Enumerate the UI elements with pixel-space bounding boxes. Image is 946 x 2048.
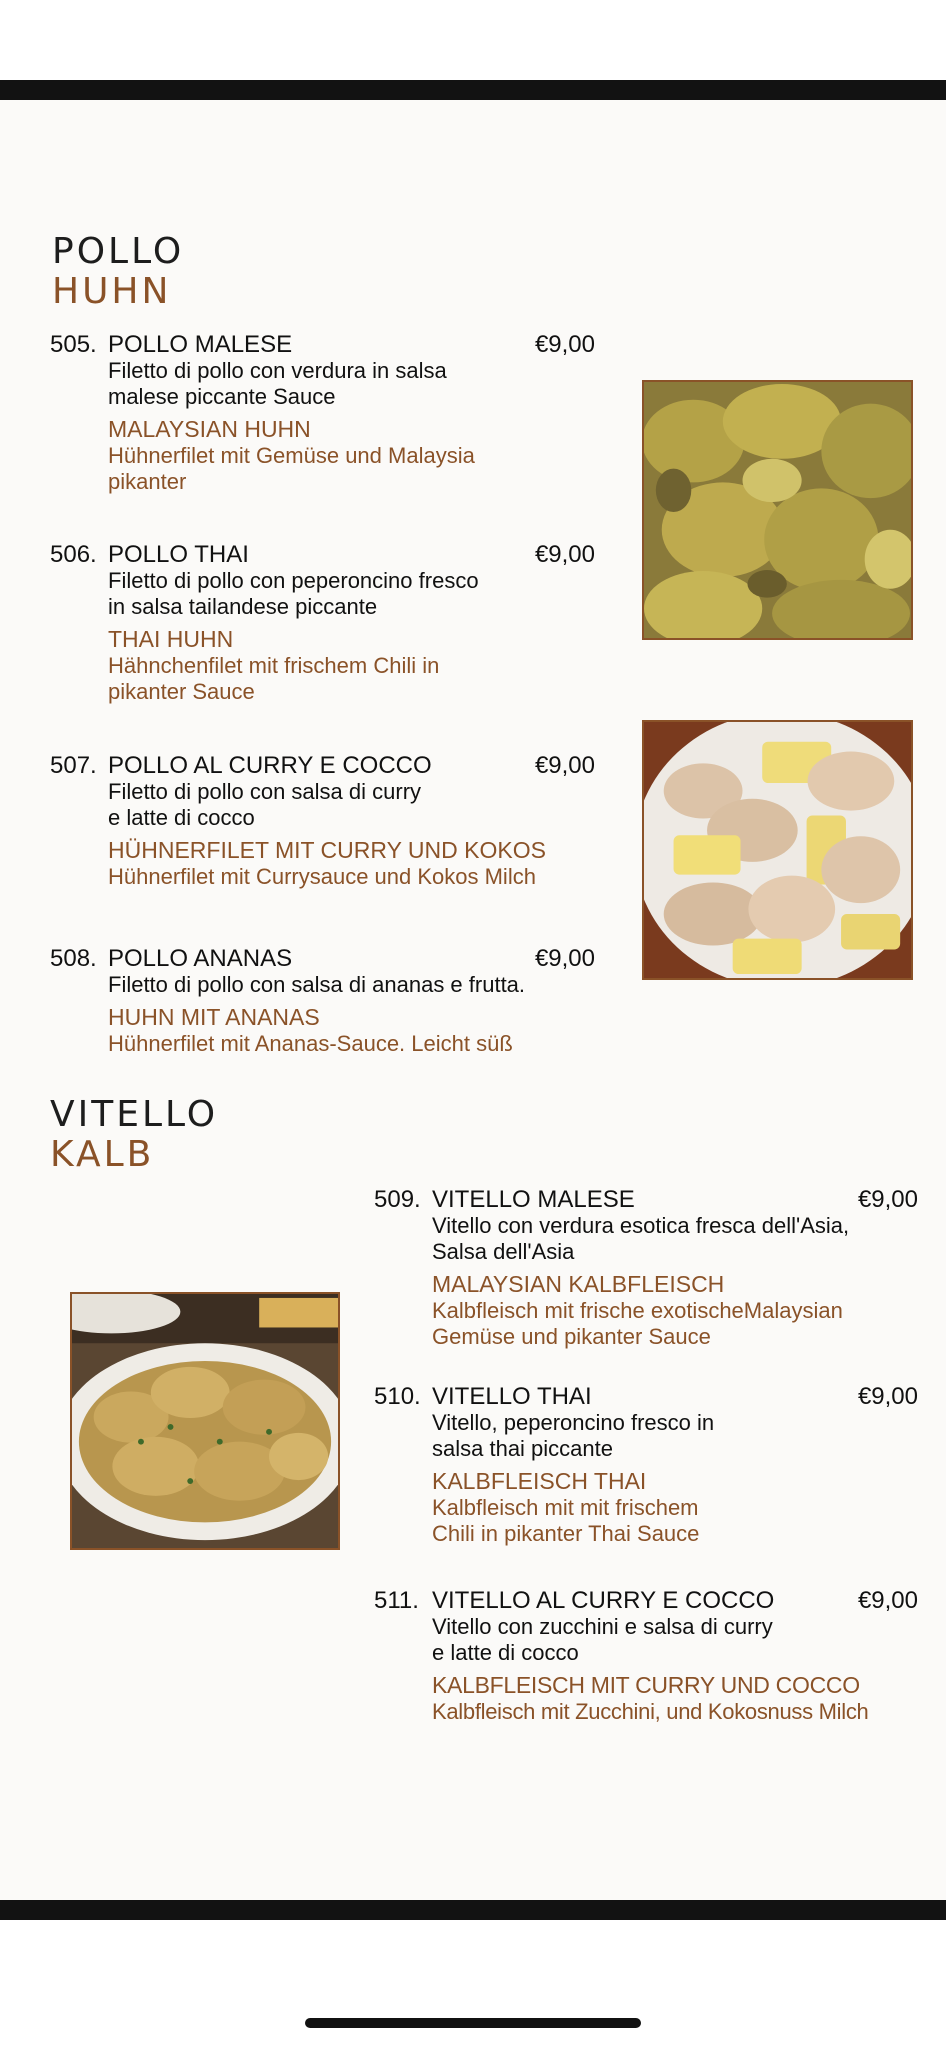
item-german-description: Kalbfleisch mit mit frischem [432,1495,699,1520]
item-name: POLLO MALESE [108,331,293,358]
item-german-description: Hähnchenfilet mit frischem Chili in [108,653,440,678]
item-description: malese piccante Sauce [108,384,336,409]
item-name: VITELLO THAI [432,1383,592,1410]
section-title-de: HUHN [52,271,172,312]
section-title-pollo [52,232,184,312]
item-name: VITELLO MALESE [432,1186,635,1213]
item-description: Filetto di pollo con peperoncino fresco [108,568,479,593]
item-price: €9,00 [857,1186,918,1213]
item-german-description: Hühnerfilet mit Gemüse und Malaysia [108,443,475,468]
section-title-vitello [50,1095,218,1175]
section-title-it: POLLO [52,231,185,272]
item-description: in salsa tailandese piccante [108,594,378,619]
section-title-it: VITELLO [50,1094,219,1135]
item-name: POLLO THAI [108,541,249,568]
menu-item-505[interactable] [50,332,595,495]
item-german-description: Hühnerfilet mit Currysauce und Kokos Milch [108,864,536,889]
item-german-description: pikanter Sauce [108,679,255,704]
section-title-de: KALB [50,1134,155,1175]
item-description: e latte di cocco [108,805,255,830]
item-description: Vitello con verdura esotica fresca dell'Asia, [432,1213,850,1238]
item-description: Filetto di pollo con verdura in salsa [108,358,447,383]
item-number: 507. [50,752,97,779]
menu-page [0,100,946,1900]
menu-item-506[interactable] [50,542,595,705]
item-description: Vitello, peperoncino fresco in [432,1410,715,1435]
item-price: €9,00 [534,331,595,358]
item-german-description: Gemüse und pikanter Sauce [432,1324,711,1349]
item-price: €9,00 [857,1383,918,1410]
veal-dish-photo [70,1292,340,1550]
item-price: €9,00 [534,541,595,568]
curry-chicken-photo [642,380,913,640]
item-description: Vitello con zucchini e salsa di curry [432,1614,773,1639]
menu-item-509[interactable] [374,1187,918,1350]
item-german-description: pikanter [108,469,187,494]
item-name: VITELLO AL CURRY E COCCO [432,1587,775,1614]
item-number: 510. [374,1383,421,1410]
item-german-title: HUHN MIT ANANAS [108,1004,320,1030]
item-number: 505. [50,331,97,358]
item-description: salsa thai piccante [432,1436,613,1461]
menu-item-507[interactable] [50,753,595,890]
top-divider-bar [0,80,946,100]
item-description: Salsa dell'Asia [432,1239,575,1264]
item-price: €9,00 [534,752,595,779]
item-german-title: MALAYSIAN KALBFLEISCH [432,1271,725,1297]
status-area [0,0,946,80]
item-number: 508. [50,945,97,972]
pineapple-chicken-photo [642,720,913,980]
menu-item-508[interactable] [50,946,595,1057]
item-number: 509. [374,1186,421,1213]
menu-item-510[interactable] [374,1384,918,1547]
item-german-title: HÜHNERFILET MIT CURRY UND KOKOS [108,837,546,863]
item-description: e latte di cocco [432,1640,579,1665]
item-description: Filetto di pollo con salsa di ananas e frutta. [108,972,526,997]
item-german-description: Hühnerfilet mit Ananas-Sauce. Leicht süß [108,1031,513,1056]
item-german-title: KALBFLEISCH THAI [432,1468,647,1494]
bottom-area [0,1920,946,2048]
item-description: Filetto di pollo con salsa di curry [108,779,422,804]
item-price: €9,00 [534,945,595,972]
item-german-title: MALAYSIAN HUHN [108,416,311,442]
item-german-description: Kalbfleisch mit frische exotischeMalaysian [432,1298,843,1323]
bottom-divider-bar [0,1900,946,1920]
home-indicator[interactable] [305,2018,641,2028]
item-number: 511. [374,1587,419,1614]
item-german-description: Kalbfleisch mit Zucchini, und Kokosnuss Milch [432,1699,869,1724]
menu-item-511[interactable] [374,1588,946,1725]
item-number: 506. [50,541,97,568]
item-german-title: THAI HUHN [108,626,234,652]
item-german-title: KALBFLEISCH MIT CURRY UND COCCO [432,1672,860,1698]
item-name: POLLO ANANAS [108,945,293,972]
item-name: POLLO AL CURRY E COCCO [108,752,432,779]
item-german-description: Chili in pikanter Thai Sauce [432,1521,700,1546]
item-price: €9,00 [857,1587,918,1614]
